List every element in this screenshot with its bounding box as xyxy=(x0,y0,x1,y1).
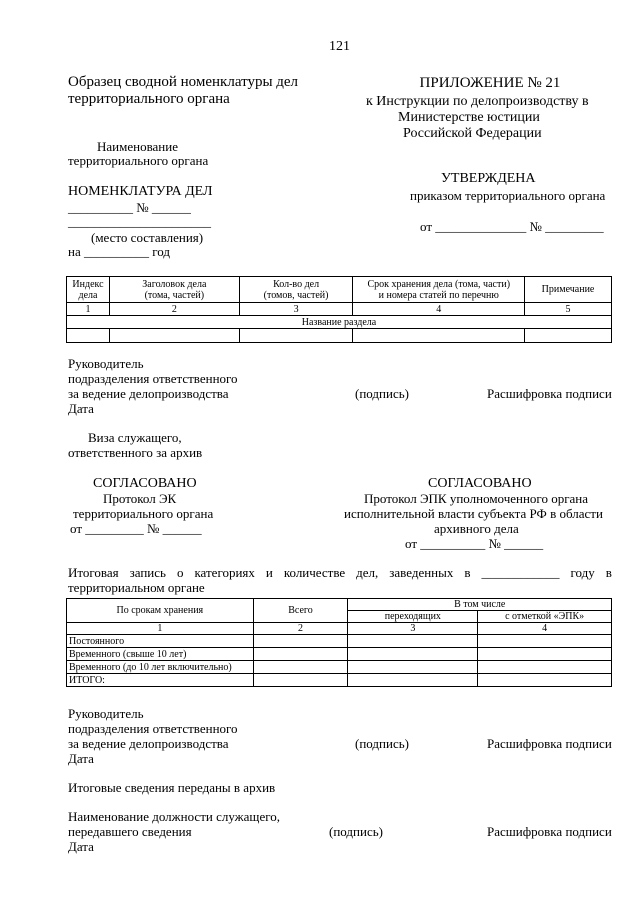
cases-table-section-row xyxy=(67,316,612,329)
employee-date-label: Дата xyxy=(68,839,94,854)
header-case-title: Заголовок дела (тома, частей) xyxy=(109,277,239,303)
document-title-line1: Образец сводной номенклатуры дел xyxy=(68,74,299,90)
header-count: Кол-во дел (томов, частей) xyxy=(239,277,353,303)
row-label-temporary-up-to-10: Временного (до 10 лет включительно) xyxy=(67,661,254,674)
document-title-line2: территориального органа xyxy=(68,91,230,107)
table-row xyxy=(67,648,612,661)
column-number: 4 xyxy=(353,303,525,316)
column-number: 1 xyxy=(67,623,254,635)
visa-line1: Виза служащего, xyxy=(88,430,182,445)
approved-order-line: приказом территориального органа xyxy=(410,188,606,203)
appendix-line4: Российской Федерации xyxy=(403,126,542,141)
head-label-line2: подразделения ответственного xyxy=(68,371,238,386)
signature-decode-label: Расшифровка подписи xyxy=(487,386,612,401)
head2-label-line1: Руководитель xyxy=(68,706,144,721)
agreed-right-line4: от __________ № ______ xyxy=(405,536,544,551)
header-total: Всего xyxy=(253,599,348,623)
summary-word: в xyxy=(464,565,471,580)
agreed-left-title: СОГЛАСОВАНО xyxy=(93,476,197,491)
header-storage-period: По срокам хранения xyxy=(67,599,254,623)
appendix-line2: к Инструкции по делопроизводству в xyxy=(366,94,589,109)
header-epk-marked: с отметкой «ЭПК» xyxy=(478,611,612,623)
summary-table-number-row xyxy=(67,623,612,635)
agreed-right-line3: архивного дела xyxy=(434,521,519,536)
visa-line2: ответственного за архив xyxy=(68,445,203,460)
agreed-left-line2: территориального органа xyxy=(73,506,214,521)
column-number: 2 xyxy=(253,623,348,635)
cases-table-empty-row xyxy=(67,329,612,343)
summary-word: о xyxy=(176,565,184,580)
org-name-label-line2: территориального органа xyxy=(68,153,209,168)
signature-label: (подпись) xyxy=(329,824,383,839)
column-number: 2 xyxy=(109,303,239,316)
agreed-right-line2: исполнительной власти субъекта РФ в области xyxy=(344,506,603,521)
nomenclature-number-line: __________ № ______ xyxy=(68,200,191,215)
column-number: 4 xyxy=(478,623,612,635)
header-including: В том числе xyxy=(348,599,612,611)
summary-word: и xyxy=(265,565,273,580)
row-label-total: ИТОГО: xyxy=(67,674,254,687)
section-name-label: Название раздела xyxy=(67,316,612,329)
approved-title: УТВЕРЖДЕНА xyxy=(441,171,536,186)
signature-decode-label: Расшифровка подписи xyxy=(487,824,612,839)
appendix-line3: Министерстве юстиции xyxy=(398,110,540,125)
summary-word: запись xyxy=(129,565,166,580)
head-label-line1: Руководитель xyxy=(68,356,144,371)
row-label-permanent: Постоянного xyxy=(67,635,254,648)
agreed-left-line3: от _________ № ______ xyxy=(70,521,202,536)
summary-table-header-row1 xyxy=(67,599,612,611)
header-carried-over: переходящих xyxy=(348,611,478,623)
nomenclature-place-label: (место составления) xyxy=(91,230,204,245)
cases-table-header-row xyxy=(67,277,612,303)
header-storage-term: Срок хранения дела (тома, части) и номера статей по перечню xyxy=(353,277,525,303)
nomenclature-year-line: на __________ год xyxy=(68,244,170,259)
agreed-right-title: СОГЛАСОВАНО xyxy=(428,476,532,491)
row-label-temporary-over-10: Временного (свыше 10 лет) xyxy=(67,648,254,661)
approved-date-number: от ______________ № _________ xyxy=(420,219,604,234)
employee-position-line1: Наименование должности служащего, xyxy=(68,809,280,824)
summary-year-blank: ____________ xyxy=(481,565,560,580)
table-row xyxy=(67,635,612,648)
summary-word: Итоговая xyxy=(68,565,119,580)
archive-transfer-note: Итоговые сведения переданы в архив xyxy=(68,780,276,795)
summary-table xyxy=(66,598,612,687)
signature-label: (подпись) xyxy=(355,736,409,751)
page-number: 121 xyxy=(329,39,350,54)
agreed-right-line1: Протокол ЭПК уполномоченного органа xyxy=(364,491,589,506)
header-note: Примечание xyxy=(525,277,612,303)
head2-label-line3: за ведение делопроизводства xyxy=(68,736,229,751)
summary-word: в xyxy=(605,565,612,580)
summary-word: количестве xyxy=(283,565,346,580)
nomenclature-place-line: ______________________ xyxy=(68,214,211,229)
column-number: 3 xyxy=(239,303,353,316)
cases-table-number-row xyxy=(67,303,612,316)
column-number: 5 xyxy=(525,303,612,316)
agreed-left-line1: Протокол ЭК xyxy=(103,491,177,506)
summary-line1 xyxy=(68,566,612,581)
summary-word: дел, xyxy=(356,565,379,580)
header-index: Индекс дела xyxy=(67,277,110,303)
cases-table xyxy=(66,276,612,343)
column-number: 3 xyxy=(348,623,478,635)
head2-date-label: Дата xyxy=(68,751,94,766)
table-row xyxy=(67,661,612,674)
nomenclature-title: НОМЕНКЛАТУРА ДЕЛ xyxy=(68,184,213,199)
head-date-label: Дата xyxy=(68,401,94,416)
summary-word: заведенных xyxy=(389,565,454,580)
signature-decode-label: Расшифровка подписи xyxy=(487,736,612,751)
column-number: 1 xyxy=(67,303,110,316)
org-name-label-line1: Наименование xyxy=(97,139,178,154)
head2-label-line2: подразделения ответственного xyxy=(68,721,238,736)
signature-label: (подпись) xyxy=(355,386,409,401)
summary-word: категориях xyxy=(194,565,255,580)
head-label-line3: за ведение делопроизводства xyxy=(68,386,229,401)
summary-word: году xyxy=(570,565,595,580)
summary-line2: территориальном органе xyxy=(68,580,205,595)
appendix-title: ПРИЛОЖЕНИЕ № 21 xyxy=(419,75,561,91)
table-row xyxy=(67,674,612,687)
employee-position-line2: передавшего сведения xyxy=(68,824,192,839)
